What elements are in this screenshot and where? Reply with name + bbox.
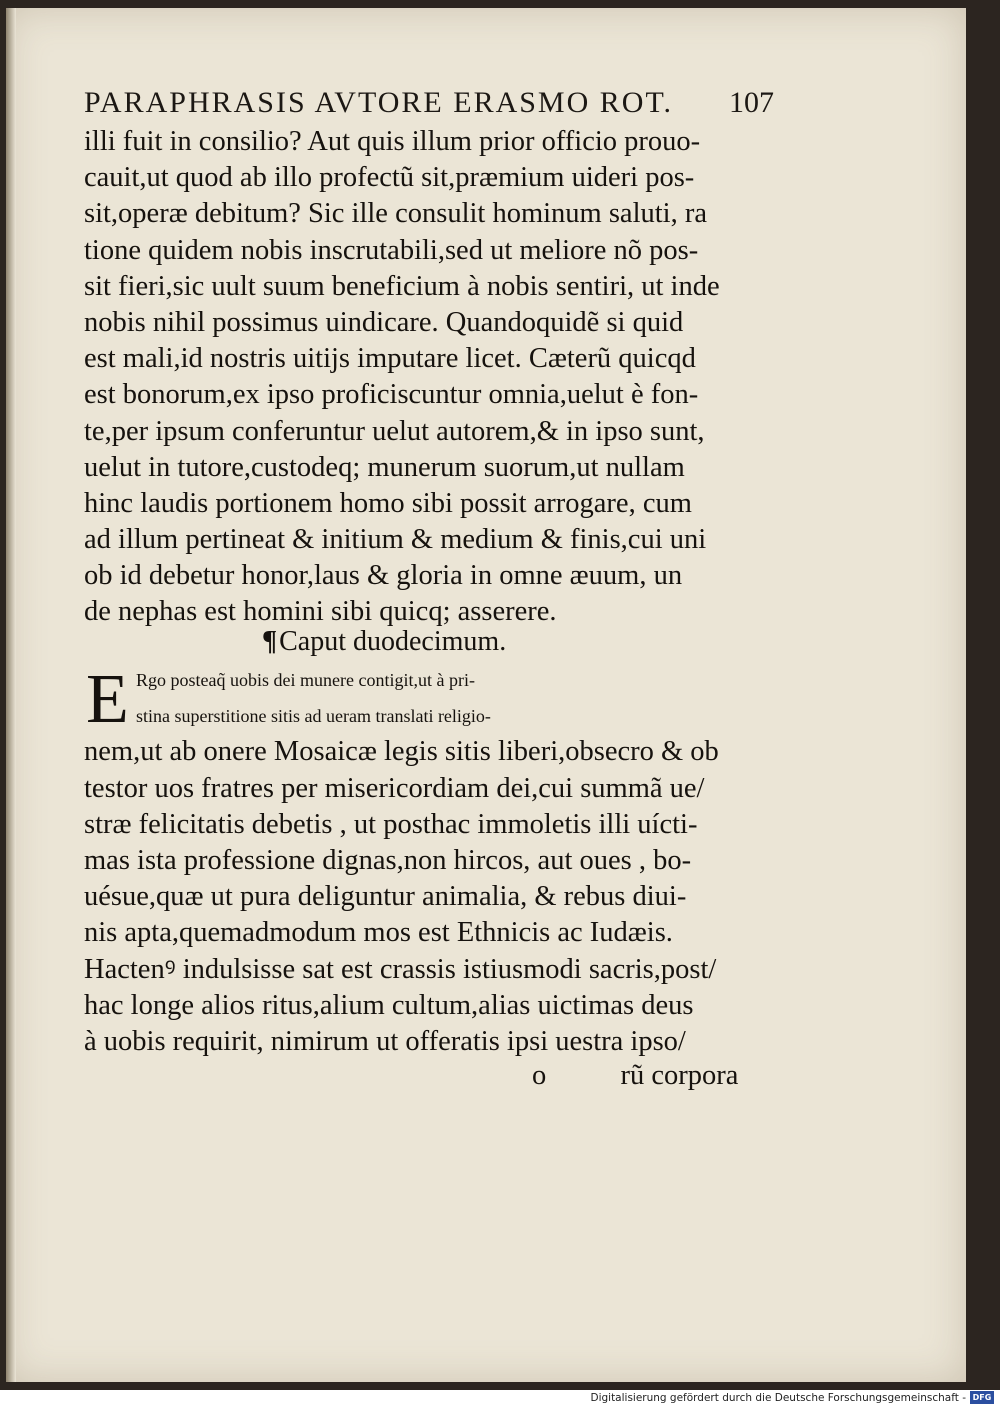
chapter-body-text: [84, 662, 774, 1060]
page-number: 107: [729, 86, 774, 119]
text-line: Rgo posteaq̃ uobis dei munere contigit,ut à pri-: [136, 670, 475, 690]
text-line: testor uos fratres per misericordiam dei,cui summã ue/: [84, 772, 705, 804]
text-line: nis apta,quemadmodum mos est Ethnicis ac Iudæis.: [84, 917, 673, 949]
digitization-credit: Digitalisierung gefördert durch die Deutsche Forschungsgemeinschaft -: [590, 1392, 966, 1404]
text-line: sit,operæ debitum? Sic ille consulit hominum saluti, ra: [84, 198, 707, 230]
text-line: stræ felicitatis debetis , ut posthac immoletis illi uícti-: [84, 808, 698, 840]
text-line: ob id debetur honor,laus & gloria in omne æuum, un: [84, 560, 683, 592]
text-line: est bonorum,ex ipso proficiscuntur omnia,uelut è fon-: [84, 379, 699, 411]
drop-cap: E: [86, 661, 129, 738]
chapter-heading: [262, 624, 506, 660]
running-title: PARAPHRASIS AVTORE ERASMO ROT.: [84, 86, 674, 119]
text-line: sit fieri,sic uult suum beneficium à nobis sentiri, ut inde: [84, 270, 720, 302]
text-line: te,per ipsum conferuntur uelut autorem,& in ipso sunt,: [84, 415, 705, 447]
catchword-line: [532, 1058, 738, 1094]
text-line: nobis nihil possimus uindicare. Quandoquidẽ si quid: [84, 306, 684, 338]
text-line: ad illum pertineat & initium & medium & finis,cui uni: [84, 524, 707, 556]
text-line: uelut in tutore,custodeq; munerum suorum,ut nullam: [84, 451, 685, 483]
text-line: hinc laudis portionem homo sibi possit arrogare, cum: [84, 487, 692, 519]
text-line: tione quidem nobis inscrutabili,sed ut meliore nõ pos-: [84, 234, 699, 266]
body-text: [84, 124, 774, 631]
text-line: cauit,ut quod ab illo profectũ sit,præmium uideri pos-: [84, 162, 695, 194]
text-line: mas ista professione dignas,non hircos, aut oues , bo-: [84, 844, 692, 876]
page-gutter-shadow: [6, 8, 16, 1382]
text-line: Hactenꝰ indulsisse sat est crassis istiusmodi sacris,post/: [84, 953, 717, 985]
text-line: nem,ut ab onere Mosaicæ legis sitis liberi,obsecro & ob: [84, 736, 719, 768]
text-line: uésue,quæ ut pura deliguntur animalia, & rebus diui-: [84, 881, 687, 913]
text-line: hac longe alios ritus,alium cultum,alias uictimas deus: [84, 989, 694, 1021]
text-line: illi fuit in consilio? Aut quis illum prior officio prouo-: [84, 126, 701, 157]
text-line: à uobis requirit, nimirum ut offeratis ipsi uestra ipso/: [84, 1025, 686, 1057]
running-head: [84, 80, 774, 124]
text-line: est mali,id nostris uitijs imputare licet. Cæterũ quicqd: [84, 343, 696, 375]
text-line: stina superstitione sitis ad ueram translati religio-: [136, 706, 491, 727]
text-line: de nephas est homini sibi quicq; asserere.: [84, 596, 557, 628]
chapter-title: Caput duodecimum.: [279, 626, 507, 657]
signature-mark: o: [532, 1060, 547, 1091]
paragraph-mark-icon: ¶: [262, 626, 278, 657]
dfg-logo: DFG: [970, 1391, 994, 1404]
catchword: rũ corpora: [620, 1060, 739, 1091]
